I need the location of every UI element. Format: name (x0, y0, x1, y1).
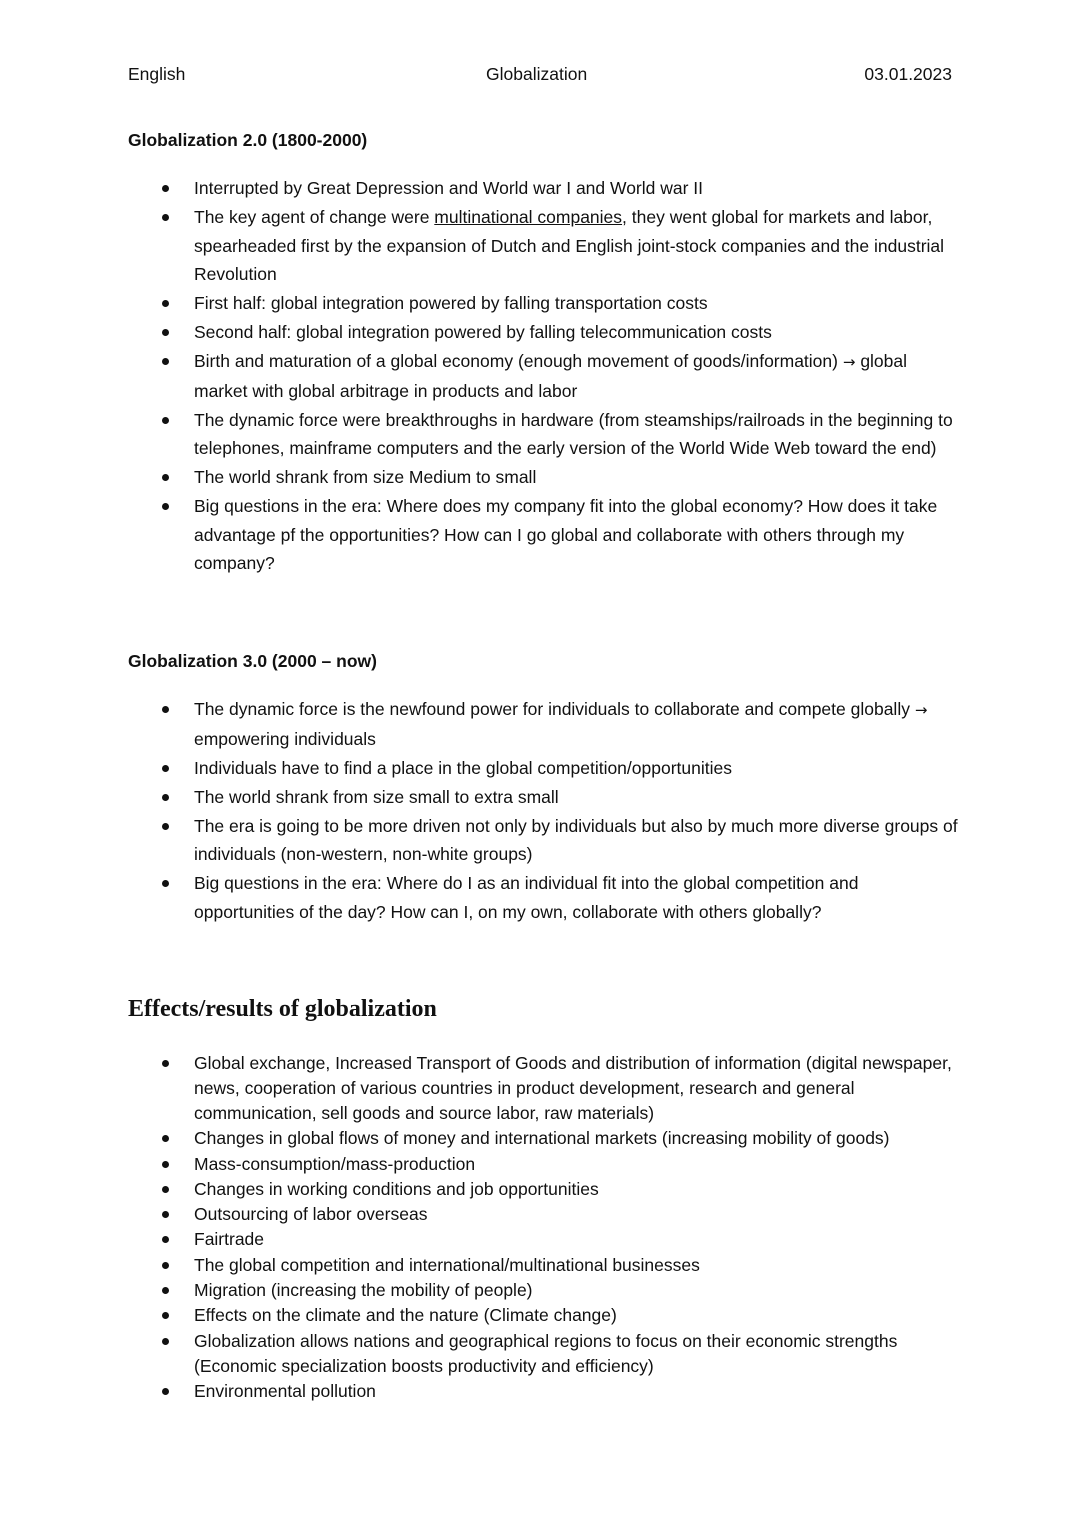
list-item: Individuals have to find a place in the global competition/opportunities (160, 754, 960, 783)
list-item: Changes in working conditions and job opportunities (160, 1177, 960, 1202)
list-item: Environmental pollution (160, 1379, 960, 1404)
page-header (128, 64, 952, 88)
list-item: Changes in global flows of money and international markets (increasing mobility of goods) (160, 1126, 960, 1151)
list-item: The world shrank from size Medium to small (160, 463, 960, 492)
list-item: Big questions in the era: Where does my company fit into the global economy? How does it take advantage pf the opportunities? How can I go global and collaborate with others through my company? (160, 492, 960, 578)
list-item: The global competition and international/multinational businesses (160, 1253, 960, 1278)
list-item: Second half: global integration powered by falling telecommunication costs (160, 318, 960, 347)
list-item: The dynamic force were breakthroughs in hardware (from steamships/railroads in the beginning to telephones, mainframe computers and the early version of the World Wide Web toward the end) (160, 406, 960, 463)
list-item: Migration (increasing the mobility of people) (160, 1278, 960, 1303)
list-item: Global exchange, Increased Transport of Goods and distribution of information (digital newspaper, news, cooperation of various countries in product development, research and general communication, sell goods and source labor, raw materials) (160, 1051, 960, 1126)
list-item: Fairtrade (160, 1227, 960, 1252)
globalization-3-list (160, 695, 960, 927)
list-item: Globalization allows nations and geographical regions to focus on their economic strengths (Economic specialization boosts productivity and efficiency) (160, 1329, 960, 1379)
list-item: Birth and maturation of a global economy (enough movement of goods/information) → global market with global arbitrage in products and labor (160, 347, 960, 405)
section-title-globalization-2: Globalization 2.0 (1800-2000) (128, 130, 368, 150)
list-item: Outsourcing of labor overseas (160, 1202, 960, 1227)
list-item: Effects on the climate and the nature (Climate change) (160, 1303, 960, 1328)
header-topic: Globalization (486, 64, 588, 84)
list-item: The era is going to be more driven not only by individuals but also by much more diverse groups of individuals (non-western, non-white groups) (160, 812, 960, 869)
section-title-effects: Effects/results of globalization (128, 996, 437, 1022)
section-title-globalization-3: Globalization 3.0 (2000 – now) (128, 651, 377, 671)
list-item: The dynamic force is the newfound power for individuals to collaborate and compete globally → empowering individuals (160, 695, 960, 753)
effects-list (160, 1051, 960, 1404)
list-item: First half: global integration powered by falling transportation costs (160, 289, 960, 318)
right-arrow-icon: → (914, 701, 928, 719)
header-date: 03.01.2023 (864, 64, 952, 84)
list-item: The world shrank from size small to extra small (160, 783, 960, 812)
list-item: The key agent of change were multinational companies, they went global for markets and labor, spearheaded first by the expansion of Dutch and English joint-stock companies and the industrial Revolution (160, 203, 960, 289)
right-arrow-icon: → (842, 353, 856, 371)
underlined-term: multinational companies (434, 207, 623, 227)
list-item: Interrupted by Great Depression and World war I and World war II (160, 174, 960, 203)
list-item: Mass-consumption/mass-production (160, 1152, 960, 1177)
list-item: Big questions in the era: Where do I as an individual fit into the global competition and opportunities of the day? How can I, on my own, collaborate with others globally? (160, 869, 960, 926)
header-subject: English (128, 64, 186, 84)
globalization-2-list (160, 174, 960, 578)
